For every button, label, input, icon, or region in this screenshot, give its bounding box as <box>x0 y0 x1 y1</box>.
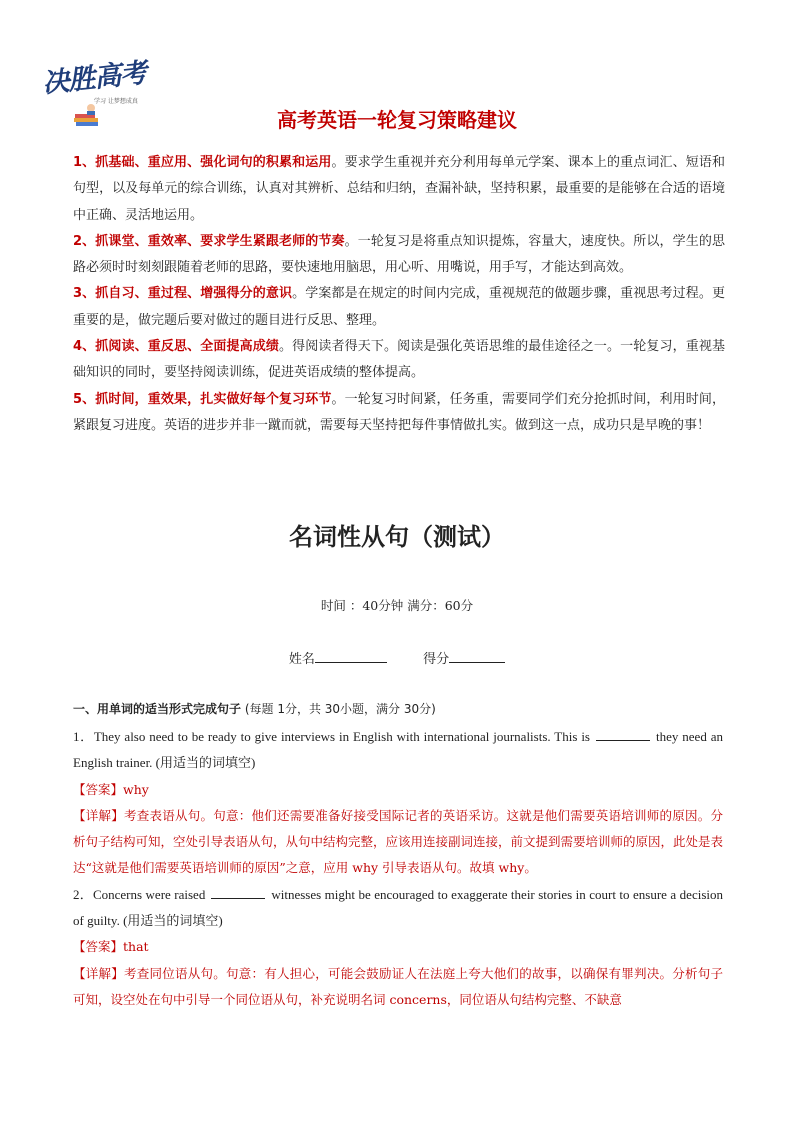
question-text: 2．Concerns were raised witnesses might be encouraged to exaggerate their stories in court to ensure a decision of guilty. (用适当的词填空) <box>73 886 723 929</box>
name-blank <box>315 649 387 663</box>
strategy-item: 4、抓阅读、重反思、全面提高成绩。得阅读者得天下。阅读是强化英语思维的最佳途径之一。一轮复习，重视基础知识的同时，要坚持阅读训练，促进英语成绩的整体提高。 <box>73 339 725 381</box>
logo-text: 决胜高考 <box>40 57 148 100</box>
strategy-list <box>73 150 725 439</box>
name-label: 姓名 <box>288 652 315 667</box>
score-blank <box>449 649 505 663</box>
question-list <box>73 724 723 1013</box>
strategy-item: 1、抓基础、重应用、强化词句的积累和运用。要求学生重视并充分利用每单元学案、课本上的重点词汇、短语和句型，以及每单元的综合训练，认真对其辨析、总结和归纳，查漏补缺，坚持积累，最重要的是能够在合适的语境中正确、灵活地运用。 <box>73 155 725 223</box>
answer-line: 【答案】why <box>73 781 149 797</box>
test-title: 名词性从句（测试） <box>289 523 505 551</box>
name-score-line <box>0 648 794 667</box>
strategy-title: 高考英语一轮复习策略建议 <box>277 108 517 132</box>
answer-line: 【答案】that <box>73 939 149 955</box>
detail-text: 【详解】考查表语从句。句意：他们还需要准备好接受国际记者的英语采访。这就是他们需要英语培训师的原因。分析句子结构可知，空处引导表语从句，从句中结构完整，应该用连接副词连接，前文提到需要培训师的原因，此处是表达“这就是他们需要英语培训师的原因”之意，应用 why 引导表语从句。故填 why。 <box>73 807 724 876</box>
answer-blank <box>596 728 650 741</box>
strategy-item: 5、抓时间，重效果，扎实做好每个复习环节。一轮复习时间紧，任务重，需要同学们充分抢抓时间，利用时间，紧跟复习进度。英语的进步并非一蹴而就，需要每天坚持把每件事情做扎实。做到这一点，成功只是早晚的事！ <box>73 391 725 433</box>
answer-blank <box>211 886 265 899</box>
section-heading: 一、用单词的适当形式完成句子 (每题 1分，共 30小题，满分 30分) <box>73 702 436 716</box>
logo-subtext: 学习 让梦想成真 <box>94 98 138 105</box>
score-label: 得分 <box>423 652 450 667</box>
strategy-item: 2、抓课堂、重效率、要求学生紧跟老师的节奏。一轮复习是将重点知识提炼，容量大，速度快。所以，学生的思路必须时时刻刻跟随着老师的思路，要快速地用脑思，用心听、用嘴说，用手写，才能达到高效。 <box>73 233 725 276</box>
question-text: 1．They also need to be ready to give interviews in English with international journalists. This is they need an English trainer. (用适当的词填空) <box>73 729 723 771</box>
detail-text: 【详解】考查同位语从句。句意：有人担心，可能会鼓励证人在法庭上夸大他们的故事，以确保有罪判决。分析句子可知，设空处在句中引导一个同位语从句，补充说明名词 concerns，同位语从句结构完整、不缺意 <box>73 965 723 1007</box>
time-info: 时间 ：40分钟 满分：60分 <box>320 598 474 613</box>
strategy-item: 3、抓自习、重过程、增强得分的意识。学案都是在规定的时间内完成，重视规范的做题步骤，重视思考过程。更重要的是，做完题后要对做过的题目进行反思、整理。 <box>73 286 725 328</box>
